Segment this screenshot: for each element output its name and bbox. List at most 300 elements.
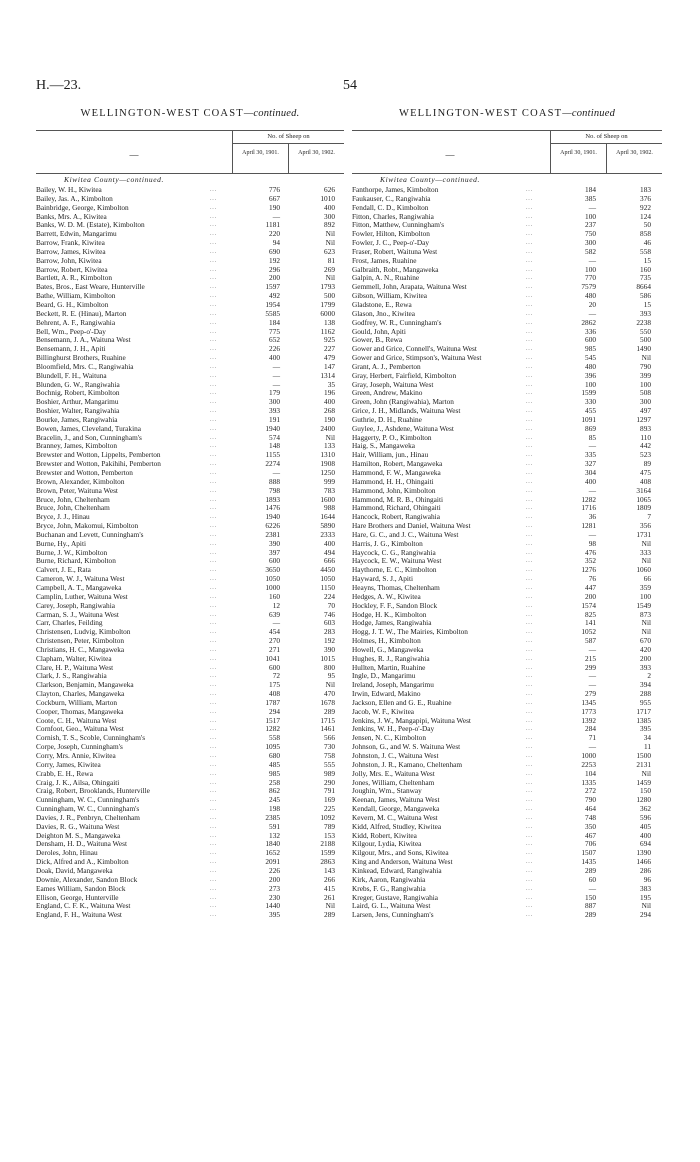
sheep-1902: 100 xyxy=(640,591,651,601)
leader-dots: ... xyxy=(210,699,217,706)
table-row xyxy=(352,628,662,637)
sheep-1901: 639 xyxy=(269,609,280,619)
sheep-1902: 789 xyxy=(324,821,335,831)
table-row xyxy=(352,496,662,505)
owner-name: Glason, Jno., Kiwitea xyxy=(352,309,416,318)
leader-dots: ... xyxy=(526,505,533,512)
leader-dots: ... xyxy=(210,222,217,229)
sheep-1901: 2274 xyxy=(265,459,280,469)
sheep-1901: 273 xyxy=(269,883,280,893)
table-row xyxy=(36,460,344,469)
table-row xyxy=(36,469,344,478)
table-row xyxy=(36,381,344,390)
owner-name: Craig, Robert, Brooklands, Hunterville xyxy=(36,787,150,796)
table-row xyxy=(36,902,344,911)
table-row xyxy=(36,867,344,876)
leader-dots: ... xyxy=(210,744,217,751)
table-row xyxy=(36,522,344,531)
sheep-1901: 776 xyxy=(269,185,280,194)
owner-name: Hammond, Richard, Ohingaiti xyxy=(352,504,441,513)
sheep-1901: 279 xyxy=(585,689,596,699)
owner-name: Clapham, Walter, Kiwitea xyxy=(36,654,112,663)
page-code: H.—23. xyxy=(36,78,82,93)
sheep-1902: 169 xyxy=(324,795,335,805)
leader-dots: ... xyxy=(526,540,533,547)
sheep-1901: 869 xyxy=(585,423,596,433)
leader-dots: ... xyxy=(526,699,533,706)
leader-dots: ... xyxy=(210,593,217,600)
owner-name: King and Anderson, Waituna West xyxy=(352,858,453,867)
sheep-1902: 893 xyxy=(640,423,651,433)
leader-dots: ... xyxy=(526,399,533,406)
sheep-1902: 288 xyxy=(640,689,651,699)
leader-dots: ... xyxy=(210,832,217,839)
sheep-1901: 94 xyxy=(272,238,280,248)
sheep-1902: 988 xyxy=(324,503,335,513)
sheep-1902: 999 xyxy=(324,476,335,486)
sheep-1902: 596 xyxy=(640,812,651,822)
year-1901-header: April 30, 1901. xyxy=(242,150,279,156)
owner-name: Fowler, J. C., Peep-o'-Day xyxy=(352,239,430,248)
leader-dots: ... xyxy=(526,593,533,600)
sheep-1902: 5890 xyxy=(320,521,335,531)
sheep-1902: 394 xyxy=(640,680,651,690)
table-row xyxy=(36,805,344,814)
column-title-suffix: —continued xyxy=(562,108,616,119)
table-row xyxy=(352,540,662,549)
leader-dots: ... xyxy=(210,505,217,512)
sheep-1902: 922 xyxy=(640,202,651,212)
table-row xyxy=(36,204,344,213)
leader-dots: ... xyxy=(526,363,533,370)
leader-dots: ... xyxy=(210,187,217,193)
leader-dots: ... xyxy=(526,850,533,857)
sheep-1902: 196 xyxy=(324,388,335,398)
sheep-1901: 304 xyxy=(585,468,596,477)
table-row xyxy=(36,416,344,425)
sheep-1901: — xyxy=(588,308,596,318)
sheep-1901: — xyxy=(272,361,280,371)
sheep-1902: 1599 xyxy=(320,848,335,858)
leader-dots: ... xyxy=(210,691,217,698)
sheep-1901: 20 xyxy=(588,299,596,309)
table-row xyxy=(36,213,344,222)
sheep-1902: Nil xyxy=(325,901,335,911)
owner-name: Kilgour, Lydia, Kiwitea xyxy=(352,840,422,849)
table-row xyxy=(352,619,662,628)
sheep-1901: 1574 xyxy=(581,600,596,610)
sheep-1901: 179 xyxy=(269,388,280,398)
sheep-1901: — xyxy=(588,680,596,690)
owner-name: Bates, Bros., East Weare, Hunterville xyxy=(36,283,145,292)
sheep-1901: 190 xyxy=(269,202,280,212)
sheep-1902: 2 xyxy=(647,671,651,681)
owner-name: Haythorne, E. C., Kimbolton xyxy=(352,566,437,575)
sheep-1902: 333 xyxy=(640,547,651,557)
sheep-1901: 284 xyxy=(585,724,596,734)
sheep-1902: 892 xyxy=(324,220,335,230)
table-row xyxy=(36,540,344,549)
sheep-1902: 566 xyxy=(324,733,335,743)
table-row xyxy=(352,239,662,248)
owner-name: Bracelin, J., and Son, Cunningham's xyxy=(36,433,142,442)
table-row xyxy=(352,823,662,832)
table-row xyxy=(36,672,344,681)
sheep-1902: 1015 xyxy=(320,653,335,663)
leader-dots: ... xyxy=(526,319,533,326)
table-row xyxy=(36,292,344,301)
sheep-1902: 4450 xyxy=(320,565,335,575)
leader-dots: ... xyxy=(210,434,217,441)
sheep-1901: 230 xyxy=(269,892,280,902)
leader-dots: ... xyxy=(526,531,533,538)
table-row xyxy=(352,876,662,885)
sheep-1901: 7579 xyxy=(581,282,596,292)
year-1902-header: April 30, 1902. xyxy=(606,144,662,173)
table-row xyxy=(36,186,344,195)
leader-dots: ... xyxy=(526,293,533,300)
sheep-1902: 34 xyxy=(643,733,651,743)
leader-dots: ... xyxy=(526,576,533,583)
sheep-1902: 479 xyxy=(324,353,335,363)
sheep-1902: 1461 xyxy=(320,724,335,734)
leader-dots: ... xyxy=(526,832,533,839)
sheep-1902: 147 xyxy=(324,361,335,371)
table-row xyxy=(36,310,344,319)
owner-name: Corpe, Joseph, Cunningham's xyxy=(36,743,123,752)
owner-name: Downie, Alexander, Sandon Block xyxy=(36,875,138,884)
sheep-1902: 261 xyxy=(324,892,335,902)
sheep-1902: 1010 xyxy=(320,193,335,203)
leader-dots: ... xyxy=(210,461,217,468)
table-row xyxy=(352,398,662,407)
table-row xyxy=(36,637,344,646)
sheep-1901: 558 xyxy=(269,733,280,743)
sheep-1902: Nil xyxy=(641,538,651,548)
sheep-1901: 132 xyxy=(269,830,280,840)
owner-name: Kilgour, Mrs., and Sons, Kiwitea xyxy=(352,849,449,858)
table-row xyxy=(36,504,344,513)
owner-name: Crabb, E. H., Rewa xyxy=(36,769,93,778)
sheep-1902: 783 xyxy=(324,485,335,495)
table-row xyxy=(352,557,662,566)
sheep-1901: 184 xyxy=(585,185,596,194)
sheep-1902: 362 xyxy=(640,804,651,814)
sheep-1901: — xyxy=(588,441,596,451)
owner-name: Frost, James, Ruahine xyxy=(352,256,417,265)
table-row xyxy=(352,787,662,796)
table-row xyxy=(36,734,344,743)
sheep-1901: 141 xyxy=(585,618,596,628)
sheep-1901: 485 xyxy=(269,759,280,769)
leader-dots: ... xyxy=(210,912,217,919)
table-row xyxy=(36,257,344,266)
sheep-1902: 268 xyxy=(324,406,335,416)
owner-name: Galbraith, Robt., Mangaweka xyxy=(352,265,439,274)
leader-dots: ... xyxy=(526,682,533,689)
sheep-1902: 586 xyxy=(640,291,651,301)
owner-name: Bartlett, A. R., Kimbolton xyxy=(36,274,113,283)
sheep-1902: 758 xyxy=(324,751,335,760)
leader-dots: ... xyxy=(526,567,533,574)
sheep-1901: 300 xyxy=(585,238,596,248)
owner-name: Calvert, J. E., Rata xyxy=(36,566,91,575)
leader-dots: ... xyxy=(526,266,533,273)
table-row xyxy=(36,363,344,372)
owner-name: Brewster and Wotton, Pemberton xyxy=(36,469,133,477)
sheep-1901: 1155 xyxy=(265,450,280,460)
sheep-1901: 299 xyxy=(585,662,596,672)
table-row xyxy=(36,717,344,726)
sheep-1901: 294 xyxy=(269,706,280,716)
sheep-1902: 623 xyxy=(324,246,335,256)
sheep-1902: 400 xyxy=(324,202,335,212)
sheep-1902: 124 xyxy=(640,211,651,221)
sheep-1902: 1600 xyxy=(320,494,335,504)
sheep-1902: 2333 xyxy=(320,529,335,539)
leader-dots: ... xyxy=(210,761,217,768)
sheep-1902: Nil xyxy=(325,680,335,690)
table-row xyxy=(36,894,344,903)
leader-dots: ... xyxy=(210,195,217,202)
table-row xyxy=(352,230,662,239)
owner-name: Barrett, Edwin, Mangarimu xyxy=(36,230,117,239)
owner-name: Kidd, Alfred, Studley, Kiwitea xyxy=(352,822,442,831)
sheep-1901: 667 xyxy=(269,193,280,203)
sheep-1902: 2400 xyxy=(320,423,335,433)
table-row xyxy=(352,204,662,213)
sheep-1902: Nil xyxy=(641,618,651,628)
owner-name: Bourke, James, Rangiwahia xyxy=(36,415,118,424)
sheep-1901: 200 xyxy=(585,591,596,601)
table-row xyxy=(36,752,344,761)
sheep-1901: 591 xyxy=(269,821,280,831)
leader-dots: ... xyxy=(210,885,217,892)
sheep-1902: 550 xyxy=(640,326,651,336)
owner-name: Guylee, J., Ashdene, Waituna West xyxy=(352,424,454,433)
sheep-label: No. of Sheep on xyxy=(551,131,662,144)
owner-name: Barrow, Robert, Kiwitea xyxy=(36,265,108,274)
leader-dots: ... xyxy=(526,425,533,432)
leader-dots: ... xyxy=(210,876,217,883)
owner-name: Irwin, Edward, Makino xyxy=(352,690,421,699)
leader-dots: ... xyxy=(210,717,217,724)
owner-name: Green, John (Rangiwahia), Marton xyxy=(352,398,454,407)
owner-name: Hayward, S. J., Apiti xyxy=(352,575,414,584)
leader-dots: ... xyxy=(210,478,217,485)
sheep-1901: 1041 xyxy=(265,653,280,663)
county-subheading: Kiwitea County—continued. xyxy=(64,175,164,184)
owner-name: Kevern, M. C., Waituna West xyxy=(352,813,438,822)
table-row xyxy=(352,708,662,717)
sheep-1901: 12 xyxy=(272,600,280,610)
leader-dots: ... xyxy=(526,434,533,441)
table-row xyxy=(36,911,344,920)
sheep-1902: 138 xyxy=(324,317,335,327)
table-row xyxy=(352,575,662,584)
table-row xyxy=(36,336,344,345)
owner-name: Clayton, Charles, Mangaweka xyxy=(36,690,125,699)
leader-dots: ... xyxy=(210,655,217,662)
owner-name: Brewster and Wotton, Lippelts, Pemberton xyxy=(36,451,161,460)
leader-dots: ... xyxy=(210,664,217,671)
table-row xyxy=(352,531,662,540)
leader-dots: ... xyxy=(526,806,533,813)
column-header xyxy=(36,130,344,174)
sheep-1902: 400 xyxy=(640,830,651,840)
table-row xyxy=(352,858,662,867)
owner-name: Hammond, H. H., Ohingaiti xyxy=(352,477,434,486)
leader-dots: ... xyxy=(210,611,217,618)
sheep-1902: 1092 xyxy=(320,812,335,822)
sheep-1901: 226 xyxy=(269,344,280,354)
leader-dots: ... xyxy=(526,222,533,229)
sheep-1902: 497 xyxy=(640,406,651,416)
table-row xyxy=(352,637,662,646)
owner-name: Dick, Alfred and A., Kimbolton xyxy=(36,858,129,867)
table-row xyxy=(36,248,344,257)
sheep-1901: 385 xyxy=(585,193,596,203)
owner-name: Fanthorpe, James, Kimbolton xyxy=(352,186,439,194)
leader-dots: ... xyxy=(210,443,217,450)
owner-name: Bell, Wm., Peep-o'-Day xyxy=(36,327,106,336)
owner-name: Corry, James, Kiwitea xyxy=(36,760,101,769)
table-row xyxy=(352,602,662,611)
table-row xyxy=(36,425,344,434)
sheep-1902: 735 xyxy=(640,273,651,283)
sheep-1902: 133 xyxy=(324,441,335,451)
owner-list xyxy=(36,186,344,920)
sheep-1901: 330 xyxy=(585,397,596,407)
year-1902-header: April 30, 1902. xyxy=(288,144,344,173)
sheep-1901: 1282 xyxy=(581,494,596,504)
leader-dots: ... xyxy=(210,903,217,910)
leader-dots: ... xyxy=(526,213,533,220)
sheep-1902: 15 xyxy=(643,299,651,309)
sheep-1902: 1297 xyxy=(636,414,651,424)
sheep-1901: 1281 xyxy=(581,521,596,531)
owner-name: Fitton, Matthew, Cunningham's xyxy=(352,221,445,230)
table-row xyxy=(352,319,662,328)
leader-dots: ... xyxy=(210,735,217,742)
sheep-1901: 85 xyxy=(588,432,596,442)
sheep-1901: — xyxy=(272,370,280,380)
leader-dots: ... xyxy=(210,319,217,326)
sheep-1901: 3650 xyxy=(265,565,280,575)
table-row xyxy=(352,911,662,920)
sheep-1902: 81 xyxy=(327,255,335,265)
leader-dots: ... xyxy=(210,841,217,848)
sheep-1902: 494 xyxy=(324,547,335,557)
sheep-1902: 1500 xyxy=(636,751,651,760)
sheep-1901: 492 xyxy=(269,291,280,301)
sheep-1902: 399 xyxy=(640,370,651,380)
sheep-1902: 1644 xyxy=(320,512,335,522)
owner-name: Burne, J. W., Kimbolton xyxy=(36,548,108,557)
sheep-1902: 500 xyxy=(640,335,651,345)
owner-name: Cameron, W. J., Waituna West xyxy=(36,575,125,584)
leader-dots: ... xyxy=(526,867,533,874)
owner-name: Christians, H. C., Mangaweka xyxy=(36,645,125,654)
sheep-1901: 1940 xyxy=(265,423,280,433)
owner-name: Jenkins, J. W., Mangapipi, Waituna West xyxy=(352,716,471,725)
owner-name: Clark, J. S., Rangiwahia xyxy=(36,672,107,681)
table-row xyxy=(36,478,344,487)
owner-name: Jensen, N. C., Kimbolton xyxy=(352,734,426,743)
owner-name: Hodge, H. K., Kimbolton xyxy=(352,610,427,619)
table-row xyxy=(36,407,344,416)
sheep-1901: 480 xyxy=(585,291,596,301)
sheep-1902: 989 xyxy=(324,768,335,778)
table-row xyxy=(352,805,662,814)
sheep-1901: 985 xyxy=(585,344,596,354)
column-title-suffix: —continued. xyxy=(243,108,300,119)
table-row xyxy=(36,372,344,381)
sheep-1902: 290 xyxy=(324,777,335,787)
owner-name: Barrow, James, Kiwitea xyxy=(36,247,106,256)
table-row xyxy=(36,770,344,779)
sheep-1901: — xyxy=(588,529,596,539)
table-row xyxy=(352,442,662,451)
owner-name: Larsen, Jens, Cunningham's xyxy=(352,911,434,920)
owner-name: Buchanan and Levett, Cunningham's xyxy=(36,530,144,539)
sheep-1902: 150 xyxy=(640,786,651,796)
table-row xyxy=(36,840,344,849)
leader-dots: ... xyxy=(526,735,533,742)
leader-dots: ... xyxy=(210,275,217,282)
owner-name: Blundell, F. H., Waituna xyxy=(36,371,107,380)
leader-dots: ... xyxy=(210,381,217,388)
leader-dots: ... xyxy=(526,346,533,353)
owner-name: Bruce, John, Cheltenham xyxy=(36,495,110,504)
leader-dots: ... xyxy=(210,638,217,645)
leader-dots: ... xyxy=(210,231,217,238)
owner-name: Bochnig, Robert, Kimbolton xyxy=(36,389,120,398)
sheep-1902: 393 xyxy=(640,662,651,672)
table-row xyxy=(352,894,662,903)
owner-name: Hair, William, jun., Hinau xyxy=(352,451,429,460)
leader-dots: ... xyxy=(526,452,533,459)
sheep-1901: 393 xyxy=(269,406,280,416)
table-row xyxy=(352,283,662,292)
owner-name: Eames William, Sandon Block xyxy=(36,884,126,893)
sheep-1902: 508 xyxy=(640,388,651,398)
leader-dots: ... xyxy=(210,487,217,494)
owner-name: Hockley, F. F., Sandon Block xyxy=(352,601,438,610)
table-row xyxy=(352,195,662,204)
sheep-1901: 237 xyxy=(585,220,596,230)
owner-name: Hodge, James, Rangiwahia xyxy=(352,619,432,628)
table-row xyxy=(352,770,662,779)
owner-name: Fowler, Hilton, Kimbolton xyxy=(352,230,430,239)
owner-name: Kendall, George, Mangaweka xyxy=(352,805,440,814)
owner-name: Galpin, A. N., Ruahine xyxy=(352,274,420,283)
owner-name: Gower, B., Rewa xyxy=(352,336,403,345)
sheep-1901: 447 xyxy=(585,582,596,592)
sheep-1902: 694 xyxy=(640,839,651,849)
table-row xyxy=(352,902,662,911)
sheep-1902: 1050 xyxy=(320,574,335,584)
leader-dots: ... xyxy=(526,638,533,645)
sheep-1902: 1678 xyxy=(320,697,335,707)
leader-dots: ... xyxy=(210,797,217,804)
sheep-1901: — xyxy=(588,671,596,681)
sheep-1901: 985 xyxy=(269,768,280,778)
sheep-1901: 395 xyxy=(269,910,280,920)
owner-name: Barrow, John, Kiwitea xyxy=(36,256,102,265)
leader-dots: ... xyxy=(526,523,533,530)
sheep-1902: 46 xyxy=(643,238,651,248)
